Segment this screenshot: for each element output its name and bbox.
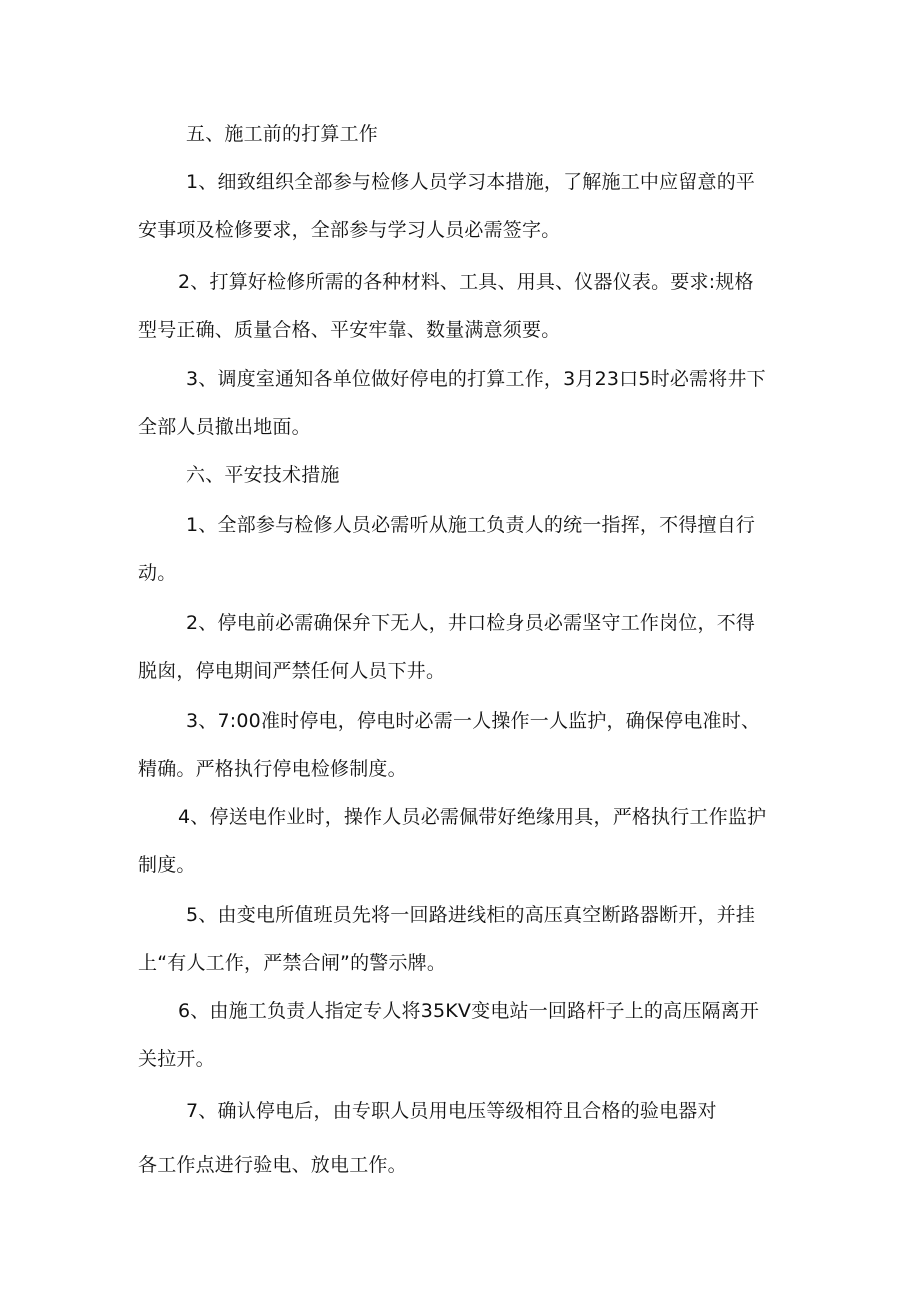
paragraph-line: 精确。严格执行停电检修制度。	[138, 758, 407, 780]
paragraph-line: 7、确认停电后，由专职人员用电压等级相符且合格的验电器对	[186, 1100, 717, 1122]
paragraph-line: 关拉开。	[138, 1048, 215, 1070]
section-heading-5: 五、施工前的打算工作	[186, 123, 379, 145]
paragraph-line: 3、调度室通知各单位做好停电的打算工作，3月23口5时必需将井下	[186, 368, 766, 390]
paragraph-line: 型号正确、质量合格、平安牢靠、数量满意须要。	[138, 319, 561, 341]
paragraph-line: 安事项及检修要求，全部参与学习人员必需签字。	[138, 219, 561, 241]
paragraph-line: 各工作点进行验电、放电工作。	[138, 1154, 407, 1176]
paragraph-line: 上“有人工作，严禁合闸”的警示牌。	[138, 952, 447, 974]
paragraph-line: 5、由变电所值班员先将一回路进线柜的高压真空断路器断开，并挂	[186, 904, 756, 926]
paragraph-line: 2、打算好检修所需的各种材料、工具、用具、仪器仪表。要求:规格	[178, 271, 754, 293]
paragraph-line: 2、停电前必需确保弁下无人，井口检身员必需坚守工作岗位，不得	[186, 612, 756, 634]
paragraph-line: 全部人员撤出地面。	[138, 416, 311, 438]
paragraph-line: 1、细致组织全部参与检修人员学习本措施，了解施工中应留意的平	[186, 171, 756, 193]
paragraph-line: 脱囱，停电期间严禁任何人员下井。	[138, 660, 446, 682]
paragraph-line: 1、全部参与检修人员必需听从施工负责人的统一指挥，不得擅自行	[186, 514, 756, 536]
paragraph-line: 动。	[138, 562, 177, 584]
paragraph-line: 6、由施工负责人指定专人将35KV变电站一回路杆子上的高压隔离开	[178, 1000, 760, 1022]
paragraph-line: 制度。	[138, 854, 196, 876]
section-heading-6: 六、平安技术措施	[186, 464, 340, 486]
paragraph-line: 4、停送电作业时，操作人员必需佩带好绝缘用具，严格执行工作监护	[178, 806, 767, 828]
paragraph-line: 3、7:00准时停电，停电时必需一人操作一人监护，确保停电准时、	[186, 710, 761, 732]
